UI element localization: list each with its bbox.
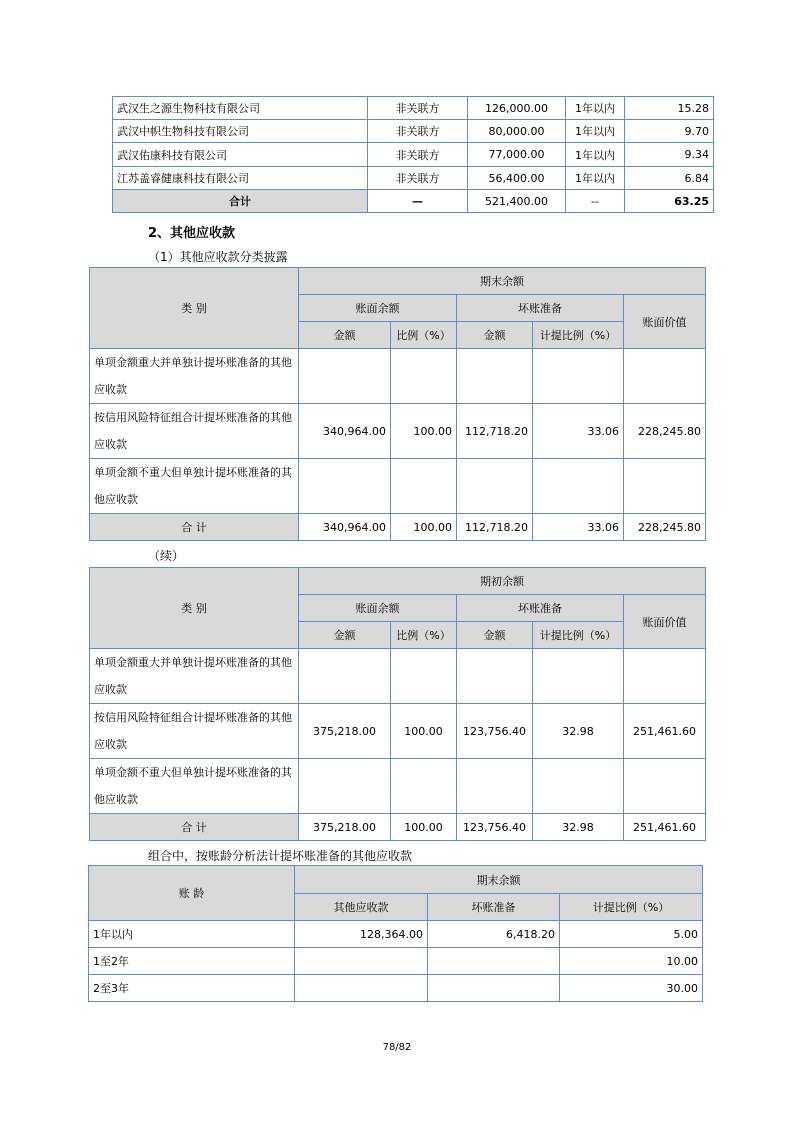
book-value-header: 账面价值 [624,295,706,349]
table-row [113,97,714,120]
relation: 非关联方 [368,167,468,190]
provision-ratio [533,649,624,704]
amount: 56,400.00 [468,167,566,190]
table-row [90,349,706,404]
ratio: 100.00 [391,404,457,459]
classification-table-end [89,267,706,541]
aging-label: 1年以内 [89,921,295,948]
bad-debt [457,459,533,514]
relation: 非关联方 [368,97,468,120]
amount [299,459,391,514]
book-value: 251,461.60 [624,704,706,759]
table-row [89,975,703,1002]
total-label: 合 计 [90,814,299,841]
amount: 375,218.00 [299,704,391,759]
bad-debt: 123,756.40 [457,704,533,759]
total-aging: -- [566,190,625,213]
ratio-header: 比例（%） [391,322,457,349]
book-balance-header: 账面余额 [299,295,457,322]
bad-debt [457,349,533,404]
total-bad-debt: 112,718.20 [457,514,533,541]
aging: 1年以内 [566,120,625,143]
total-row [90,514,706,541]
continued-label: （续） [148,549,185,563]
section-title: 2、其他应收款 [148,226,236,241]
bad-debt-header: 坏账准备 [457,295,624,322]
company-name: 武汉中帜生物科技有限公司 [113,120,368,143]
book-value: 228,245.80 [624,404,706,459]
aging: 1年以内 [566,167,625,190]
table-row [90,459,706,514]
amount: 77,000.00 [468,143,566,167]
book-value-header: 账面价值 [624,595,706,649]
total-amount: 340,964.00 [299,514,391,541]
company-name: 江苏盖睿健康科技有限公司 [113,167,368,190]
book-value [624,759,706,814]
ratio [391,759,457,814]
table-row [90,759,706,814]
provision-ratio: 30.00 [560,975,703,1002]
amount: 340,964.00 [299,404,391,459]
row-label: 单项金额不重大但单独计提坏账准备的其他应收款 [90,759,299,814]
total-book-value: 228,245.80 [624,514,706,541]
row-label: 按信用风险特征组合计提坏账准备的其他应收款 [90,404,299,459]
total-provision-ratio: 32.98 [533,814,624,841]
aging-label: 1至2年 [89,948,295,975]
category-header: 类 别 [90,568,299,649]
bad-debt [457,759,533,814]
total-amount: 521,400.00 [468,190,566,213]
total-ratio: 100.00 [391,514,457,541]
provision-ratio [533,759,624,814]
ratio [391,649,457,704]
total-label: 合计 [113,190,368,213]
provision-ratio-header: 计提比例（%） [533,322,624,349]
bad-debt-header: 坏账准备 [428,894,560,921]
total-book-value: 251,461.60 [624,814,706,841]
table-row [89,921,703,948]
amount-header: 金额 [457,322,533,349]
row-label: 单项金额重大并单独计提坏账准备的其他应收款 [90,349,299,404]
table-row [113,167,714,190]
total-label: 合 计 [90,514,299,541]
percentage: 9.34 [625,143,714,167]
book-value [624,459,706,514]
period-header: 期末余额 [299,268,706,295]
top-receivables-table [112,96,714,213]
total-row [90,814,706,841]
table-row [90,704,706,759]
period-header: 期末余额 [295,866,703,894]
table-row [90,404,706,459]
total-bad-debt: 123,756.40 [457,814,533,841]
amount-header: 金额 [299,322,391,349]
table-row [89,948,703,975]
aging: 1年以内 [566,143,625,167]
provision-ratio: 32.98 [533,704,624,759]
percentage: 15.28 [625,97,714,120]
total-provision-ratio: 33.06 [533,514,624,541]
table-row [113,143,714,167]
other-receivables [295,948,428,975]
bad-debt: 6,418.20 [428,921,560,948]
percentage: 6.84 [625,167,714,190]
bad-debt-header: 坏账准备 [457,595,624,622]
provision-ratio-header: 计提比例（%） [533,622,624,649]
sub-title: （1）其他应收款分类披露 [148,250,288,264]
bad-debt [457,649,533,704]
amount [299,759,391,814]
ratio: 100.00 [391,704,457,759]
provision-ratio: 10.00 [560,948,703,975]
row-label: 单项金额重大并单独计提坏账准备的其他应收款 [90,649,299,704]
amount-header: 金额 [299,622,391,649]
relation: 非关联方 [368,120,468,143]
book-value [624,649,706,704]
percentage: 9.70 [625,120,714,143]
ratio [391,459,457,514]
other-receivables-header: 其他应收款 [295,894,428,921]
amount: 80,000.00 [468,120,566,143]
aging-label: 2至3年 [89,975,295,1002]
bad-debt [428,975,560,1002]
row-label: 单项金额不重大但单独计提坏账准备的其他应收款 [90,459,299,514]
page-number: 78/82 [382,1042,412,1053]
aging: 1年以内 [566,97,625,120]
amount: 126,000.00 [468,97,566,120]
company-name: 武汉生之源生物科技有限公司 [113,97,368,120]
provision-ratio [533,459,624,514]
other-receivables [295,975,428,1002]
total-ratio: 100.00 [391,814,457,841]
book-balance-header: 账面余额 [299,595,457,622]
company-name: 武汉佑康科技有限公司 [113,143,368,167]
table-row [90,649,706,704]
table-row [113,120,714,143]
row-label: 按信用风险特征组合计提坏账准备的其他应收款 [90,704,299,759]
total-relation: — [368,190,468,213]
ratio [391,349,457,404]
amount [299,349,391,404]
provision-ratio: 5.00 [560,921,703,948]
aging-header: 账 龄 [89,866,295,921]
total-row [113,190,714,213]
provision-ratio [533,349,624,404]
aging-caption: 组合中，按账龄分析法计提坏账准备的其他应收款 [148,849,413,863]
aging-table [88,865,703,1002]
amount [299,649,391,704]
period-header: 期初余额 [299,568,706,595]
ratio-header: 比例（%） [391,622,457,649]
bad-debt [428,948,560,975]
relation: 非关联方 [368,143,468,167]
book-value [624,349,706,404]
total-amount: 375,218.00 [299,814,391,841]
category-header: 类 别 [90,268,299,349]
classification-table-begin [89,567,706,841]
provision-ratio: 33.06 [533,404,624,459]
total-percentage: 63.25 [625,190,714,213]
bad-debt: 112,718.20 [457,404,533,459]
amount-header: 金额 [457,622,533,649]
other-receivables: 128,364.00 [295,921,428,948]
provision-ratio-header: 计提比例（%） [560,894,703,921]
